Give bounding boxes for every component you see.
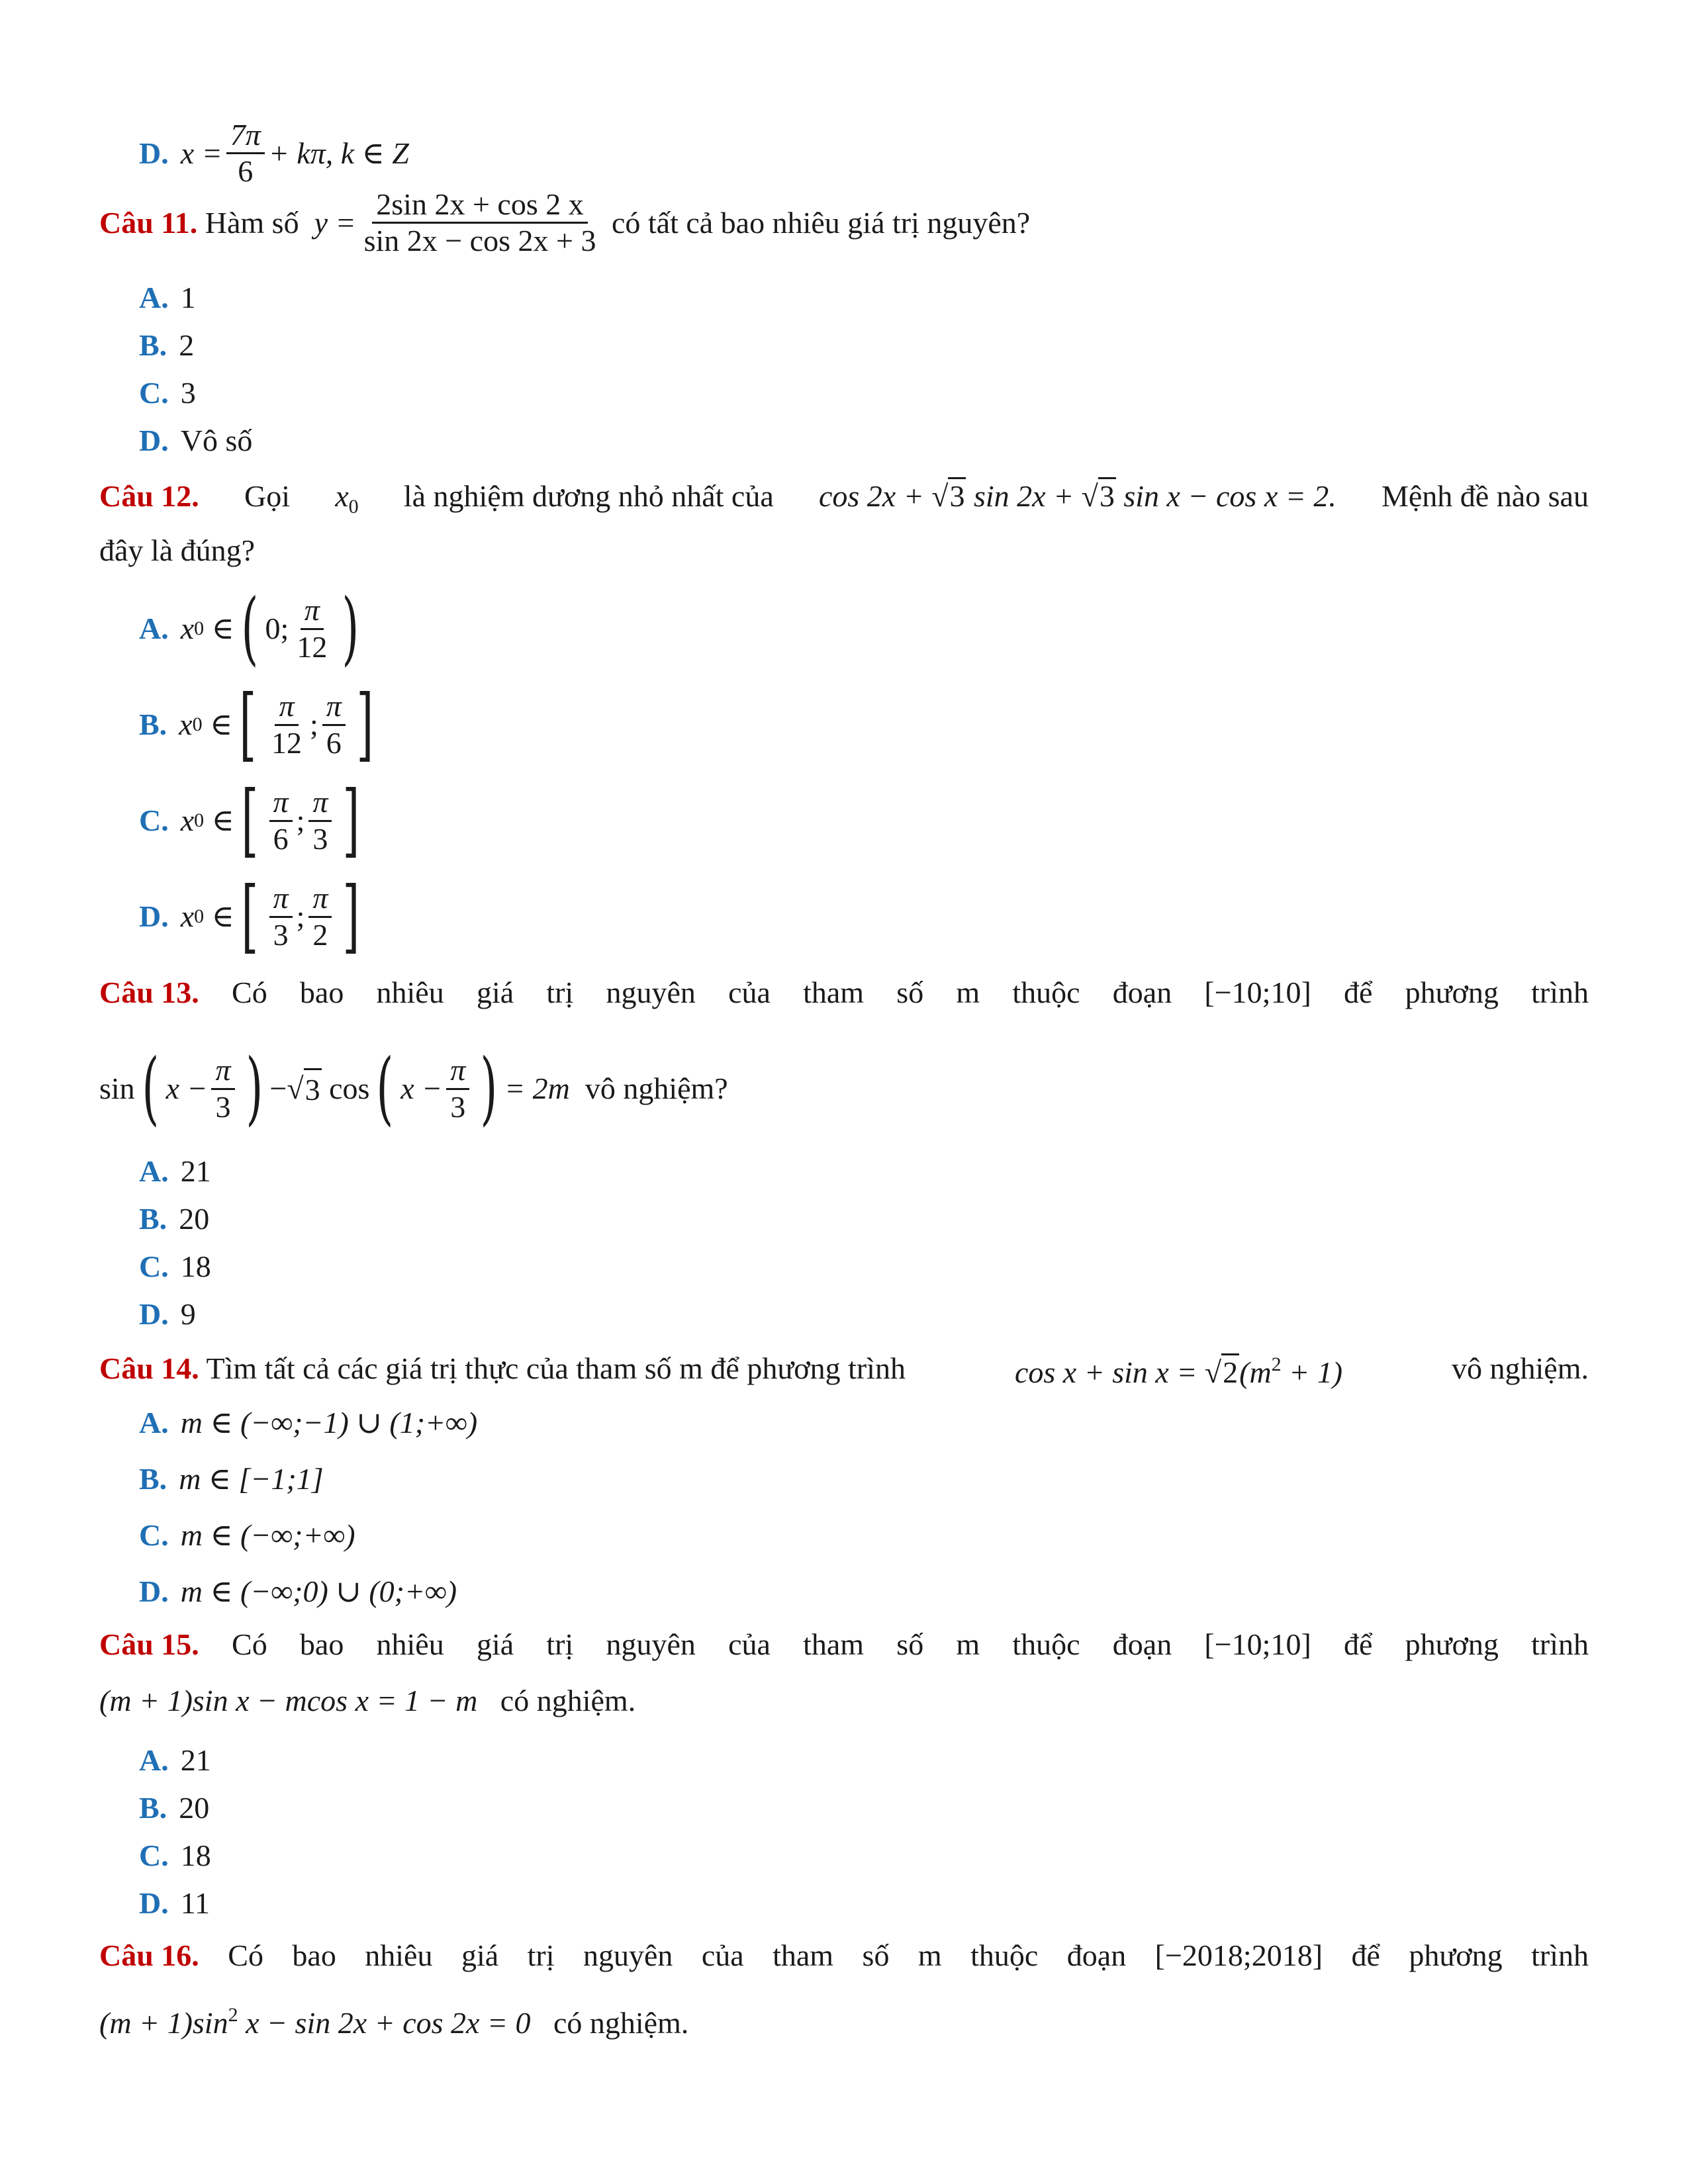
question-word: số (896, 976, 924, 1009)
q11-option-b (139, 326, 194, 365)
numerator: π (308, 882, 332, 917)
question-word: nhiêu (376, 1627, 444, 1661)
q11-option-c (139, 373, 196, 413)
denominator: 6 (238, 154, 254, 189)
eq-part: cos x + sin x = (1014, 1355, 1205, 1389)
fraction (360, 189, 600, 257)
denominator: 6 (326, 725, 342, 760)
denominator: 6 (273, 821, 289, 856)
question-word: trình (1531, 1627, 1589, 1661)
option-label: B. (139, 1462, 167, 1496)
q15-option-c (139, 1836, 211, 1876)
fraction (226, 119, 265, 188)
question-word: thuộc (1012, 1627, 1080, 1661)
eq-part: (m (1239, 1355, 1272, 1389)
math-expr: + kπ, k ∈ Z (268, 136, 409, 170)
right-bracket: ] (356, 678, 374, 770)
q11-option-d (139, 421, 252, 461)
option-label: C. (139, 1839, 169, 1872)
question-lead (99, 1349, 906, 1388)
left-bracket: [ (241, 774, 259, 866)
option-label: C. (139, 376, 169, 410)
question-label: Câu 15. (99, 1627, 199, 1661)
question-word: đoạn (1112, 1627, 1172, 1661)
option-text: 2 (179, 328, 195, 362)
fraction (308, 882, 332, 951)
question-word: thuộc (970, 1938, 1039, 1972)
equation: cos 2x + √3 sin 2x + √3 sin x − cos x = 2. (819, 477, 1336, 527)
question-label: Câu 13. (99, 976, 199, 1009)
question-word: nguyên (606, 1627, 696, 1661)
q11-option-a (139, 278, 196, 318)
option-text: 18 (180, 1839, 211, 1872)
option-text: 20 (179, 1202, 210, 1236)
option-text: 21 (180, 1154, 211, 1188)
question-word: giá (476, 976, 514, 1009)
interval-start: 0; (265, 612, 289, 645)
question-word: để (1343, 976, 1373, 1009)
subscript: 0 (194, 809, 205, 831)
denominator: 3 (450, 1089, 466, 1124)
right-bracket: ) (342, 582, 359, 674)
element-of: ∈ (211, 803, 234, 837)
question-word: Có (228, 1938, 263, 1972)
question-word: để (1343, 1627, 1373, 1661)
fraction (267, 690, 306, 759)
eq-part: x − sin 2x + cos 2x = 0 (238, 2006, 531, 2040)
question-word: nguyên (583, 1938, 673, 1972)
option-text: Vô số (180, 424, 253, 457)
question-text: vô nghiệm. (1452, 1351, 1589, 1385)
numerator: 7π (226, 119, 265, 154)
left-bracket: ( (241, 582, 259, 674)
question-word: Có (232, 976, 267, 1009)
var-x: x (180, 803, 195, 837)
question-label: Câu 11. (99, 205, 198, 240)
option-label: D. (139, 899, 169, 933)
question-11 (99, 189, 1030, 257)
question-word: m (956, 1627, 980, 1661)
question-word: [−10;10] (1204, 1627, 1311, 1661)
option-text: 9 (180, 1297, 196, 1331)
sqrt-arg: 3 (304, 1068, 322, 1110)
right-paren: ) (246, 1042, 263, 1134)
option-label: D. (139, 1574, 169, 1608)
math-expr: y = (314, 205, 356, 240)
option-label: C. (139, 1250, 169, 1283)
question-word: Có (232, 1627, 267, 1661)
var-x: x (180, 612, 195, 645)
question-word: số (862, 1938, 890, 1972)
numerator: π (322, 690, 346, 725)
math-expr: x − (400, 1071, 443, 1105)
denominator: sin 2x − cos 2x + 3 (363, 224, 596, 258)
option-label: D. (139, 1297, 169, 1331)
question-word: bao (299, 1627, 344, 1661)
func-sin: sin (99, 1071, 135, 1105)
option-text: 18 (180, 1250, 211, 1283)
question-13-equation: sin ( x − $\frac{\pi}{3}$ ) − √ 3 cos ( x − $\frac{\pi}{3}$ ) = 2m vô nghiệm? (99, 1042, 728, 1134)
question-text: là nghiệm dương nhỏ nhất của (403, 479, 774, 513)
question-word: số (896, 1627, 924, 1661)
math-expr: x − (165, 1071, 208, 1105)
fraction (308, 786, 332, 855)
numerator: π (269, 786, 293, 821)
q15-option-d (139, 1884, 210, 1923)
option-label: D. (139, 424, 169, 457)
question-word: [−2018;2018] (1154, 1938, 1323, 1972)
option-text: m ∈ (−∞;0) ∪ (0;+∞) (180, 1574, 457, 1608)
fraction (269, 786, 293, 855)
question-word: nhiêu (365, 1938, 433, 1972)
q15-option-b (139, 1788, 209, 1828)
question-word: m (917, 1938, 942, 1972)
fraction (211, 1054, 234, 1123)
math-expr (335, 477, 358, 527)
option-label: D. (139, 1886, 169, 1920)
func-cos: cos (329, 1071, 370, 1105)
superscript: 2 (228, 2004, 238, 2026)
q14-option-a (139, 1403, 477, 1443)
fraction (293, 594, 331, 663)
subscript: 0 (194, 905, 205, 927)
q15-option-a (139, 1741, 211, 1780)
var-x: x (180, 899, 195, 933)
question-word: giá (461, 1938, 499, 1972)
option-label: A. (139, 1406, 169, 1439)
question-word: bao (292, 1938, 336, 1972)
q13-option-b (139, 1199, 209, 1239)
question-word: thuộc (1012, 976, 1080, 1009)
question-12-line-2 (99, 531, 255, 570)
right-bracket: ] (342, 774, 360, 866)
question-15-equation (99, 1681, 635, 1721)
question-label: Câu 12. (99, 479, 199, 513)
math-expr: = 2m (504, 1071, 570, 1105)
superscript: 2 (1271, 1353, 1282, 1375)
denominator: 2 (312, 917, 328, 952)
option-label: A. (139, 281, 169, 314)
option-label: C. (139, 1518, 169, 1552)
element-of: ∈ (211, 899, 234, 933)
question-word: nhiêu (376, 976, 444, 1009)
question-text: đây là đúng? (99, 533, 256, 567)
eq-part: cos 2x + (818, 479, 932, 513)
question-word: trị (527, 1938, 555, 1972)
q12-option-b (139, 678, 381, 770)
question-12 (99, 477, 1589, 527)
option-label: A. (139, 1154, 169, 1188)
option-text: m ∈ (−∞;−1) ∪ (1;+∞) (180, 1406, 478, 1439)
question-word: tham (773, 1938, 834, 1972)
question-text: Tìm tất cả các giá trị thực của tham số m để phương trình (206, 1351, 906, 1385)
question-word: trị (546, 976, 574, 1009)
question-word: m (956, 976, 980, 1009)
subscript: 0 (348, 496, 359, 518)
numerator: π (301, 594, 324, 629)
question-word: đoạn (1112, 976, 1172, 1009)
q13-option-d (139, 1295, 196, 1334)
left-bracket: [ (241, 870, 259, 962)
question-word: phương (1409, 1938, 1503, 1972)
math-expr: x = (180, 136, 222, 170)
equation (99, 2006, 530, 2040)
question-text: vô nghiệm? (585, 1071, 728, 1105)
q14-option-c (139, 1516, 355, 1555)
question-word: tham (803, 1627, 865, 1661)
question-word: nguyên (606, 976, 696, 1009)
option-label: B. (139, 328, 167, 362)
option-text: 21 (180, 1743, 211, 1777)
numerator: π (269, 882, 293, 917)
question-word: phương (1405, 1627, 1499, 1661)
var-x: x (335, 479, 349, 513)
option-text: 1 (180, 281, 196, 314)
option-label: B. (139, 1791, 167, 1825)
question-word: đoạn (1066, 1938, 1127, 1972)
option-text: m ∈ [−1;1] (179, 1462, 324, 1496)
option-label: B. (139, 707, 167, 741)
option-label: C. (139, 803, 169, 837)
denominator: 3 (273, 917, 289, 952)
option-label: A. (139, 1743, 169, 1777)
separator: ; (296, 803, 305, 837)
eq-part: (m + 1)sin (99, 2006, 228, 2040)
numerator: π (211, 1054, 234, 1089)
denominator: 3 (215, 1089, 231, 1124)
left-paren: ( (142, 1042, 159, 1134)
option-text: m ∈ (−∞;+∞) (180, 1518, 355, 1552)
sqrt-arg: 2 (1221, 1353, 1239, 1389)
right-bracket: ] (342, 870, 360, 962)
fraction (446, 1054, 469, 1123)
fraction (322, 690, 346, 759)
q13-option-a (139, 1152, 211, 1191)
question-word: tham (803, 976, 865, 1009)
fraction (269, 882, 293, 951)
option-label: D. (139, 136, 169, 170)
numerator: π (275, 690, 298, 725)
question-16 (99, 1936, 1589, 1976)
q12-option-d (139, 870, 367, 962)
question-word: để (1351, 1938, 1380, 1972)
question-word: bao (299, 976, 344, 1009)
numerator: 2sin 2x + cos 2 x (372, 189, 587, 224)
question-word: trình (1531, 976, 1589, 1009)
q14-option-b (139, 1459, 324, 1499)
numerator: π (308, 786, 332, 821)
eq-part: sin x − cos x = 2. (1115, 479, 1336, 513)
question-word: của (701, 1938, 744, 1972)
question-word: giá (476, 1627, 514, 1661)
question-16-equation (99, 1995, 688, 2043)
sqrt-arg: 3 (948, 477, 966, 513)
denominator: 12 (271, 725, 302, 760)
option-label: A. (139, 612, 169, 645)
denominator: 12 (297, 629, 328, 664)
question-word: [−10;10] (1204, 976, 1311, 1009)
q10-option-d (139, 119, 409, 188)
right-paren: ) (480, 1042, 498, 1134)
option-text: 20 (179, 1791, 210, 1825)
question-text: có tất cả bao nhiêu giá trị nguyên? (611, 205, 1031, 240)
question-word: của (728, 976, 771, 1009)
minus-sign: − (269, 1071, 287, 1105)
question-word: phương (1405, 976, 1499, 1009)
eq-part: + 1) (1281, 1355, 1343, 1389)
question-14 (99, 1345, 1589, 1392)
separator: ; (310, 707, 318, 741)
question-text: Mệnh đề nào sau (1381, 479, 1589, 513)
subscript: 0 (194, 617, 205, 639)
element-of: ∈ (210, 707, 233, 741)
question-text: có nghiệm. (553, 2006, 689, 2040)
question-label: Câu 14. (99, 1351, 199, 1385)
var-x: x (179, 707, 193, 741)
numerator: π (446, 1054, 469, 1089)
q14-option-d (139, 1572, 457, 1612)
q13-option-c (139, 1247, 211, 1287)
question-15 (99, 1625, 1589, 1664)
question-word: trình (1531, 1938, 1589, 1972)
question-text: Hàm số (205, 205, 299, 240)
equation: $\cos x + \sin x = √2(m^2 + 1)$ (1014, 1353, 1343, 1389)
question-text: Gọi (244, 479, 290, 513)
question-13 (99, 973, 1589, 1013)
question-word: trị (546, 1627, 574, 1661)
sqrt-arg: 3 (1098, 477, 1116, 513)
eq-part: sin 2x + (966, 479, 1082, 513)
option-label: B. (139, 1202, 167, 1236)
left-bracket: [ (239, 678, 257, 770)
equation: (m + 1)sin x − mcos x = 1 − m (99, 1684, 478, 1717)
left-paren: ( (376, 1042, 394, 1134)
q12-option-c (139, 774, 367, 866)
denominator: 3 (312, 821, 328, 856)
q12-option-a (139, 582, 366, 674)
option-text: 11 (180, 1886, 211, 1920)
separator: ; (296, 899, 305, 933)
question-label: Câu 16. (99, 1938, 199, 1972)
subscript: 0 (192, 713, 203, 735)
element-of: ∈ (211, 612, 234, 645)
question-word: của (728, 1627, 771, 1661)
question-text: có nghiệm. (500, 1684, 636, 1717)
option-text: 3 (180, 376, 196, 410)
